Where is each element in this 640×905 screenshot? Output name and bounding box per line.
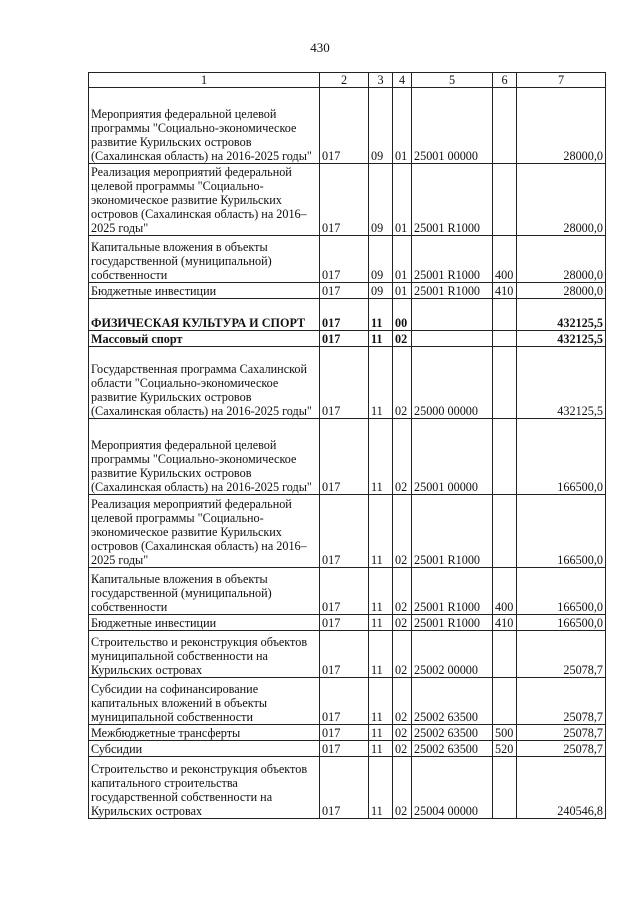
ministry-code-cell: 017 (320, 568, 369, 615)
amount-cell: 166500,0 (517, 615, 606, 631)
amount-cell: 28000,0 (517, 88, 606, 164)
section-code-cell: 11 (369, 631, 393, 678)
expense-type-cell (493, 164, 517, 236)
amount-cell: 166500,0 (517, 495, 606, 568)
row-name-cell: Бюджетные инвестиции (89, 283, 320, 299)
amount-cell: 432125,5 (517, 347, 606, 419)
amount-cell: 432125,5 (517, 331, 606, 347)
expense-type-cell (493, 678, 517, 725)
row-name-cell: Мероприятия федеральной целевой программы "Социально-экономическое развитие Курильских островов (Сахалинская область) на 2016-2025 годы" (89, 88, 320, 164)
section-code-cell: 09 (369, 164, 393, 236)
target-article-cell: 25001 R1000 (412, 164, 493, 236)
table-row (89, 741, 606, 757)
budget-table (88, 72, 606, 819)
ministry-code-cell: 017 (320, 419, 369, 495)
row-name-cell: Субсидии на софинансирование капитальных вложений в объекты муниципальной собственности (89, 678, 320, 725)
expense-type-cell: 520 (493, 741, 517, 757)
header-cell: 1 (89, 73, 320, 88)
target-article-cell: 25000 00000 (412, 347, 493, 419)
target-article-cell: 25001 R1000 (412, 568, 493, 615)
expense-type-cell (493, 757, 517, 819)
subsection-code-cell: 02 (393, 678, 412, 725)
section-code-cell: 11 (369, 347, 393, 419)
subsection-code-cell: 02 (393, 347, 412, 419)
ministry-code-cell: 017 (320, 495, 369, 568)
header-row (89, 73, 606, 88)
target-article-cell: 25001 R1000 (412, 495, 493, 568)
expense-type-cell (493, 495, 517, 568)
subsection-code-cell: 02 (393, 495, 412, 568)
ministry-code-cell: 017 (320, 283, 369, 299)
row-name-cell: Межбюджетные трансферты (89, 725, 320, 741)
target-article-cell: 25002 63500 (412, 725, 493, 741)
amount-cell: 25078,7 (517, 631, 606, 678)
amount-cell: 25078,7 (517, 725, 606, 741)
amount-cell: 166500,0 (517, 568, 606, 615)
table-row (89, 164, 606, 236)
ministry-code-cell: 017 (320, 615, 369, 631)
target-article-cell: 25001 R1000 (412, 615, 493, 631)
table-row (89, 631, 606, 678)
table-body (89, 88, 606, 819)
section-code-cell: 11 (369, 741, 393, 757)
subsection-code-cell: 02 (393, 568, 412, 615)
expense-type-cell (493, 331, 517, 347)
target-article-cell: 25002 63500 (412, 678, 493, 725)
expense-type-cell: 410 (493, 283, 517, 299)
row-name-cell: Строительство и реконструкция объектов муниципальной собственности на Курильских островах (89, 631, 320, 678)
target-article-cell: 25002 63500 (412, 741, 493, 757)
ministry-code-cell: 017 (320, 741, 369, 757)
expense-type-cell (493, 347, 517, 419)
amount-cell: 28000,0 (517, 164, 606, 236)
header-cell: 2 (320, 73, 369, 88)
ministry-code-cell: 017 (320, 88, 369, 164)
ministry-code-cell: 017 (320, 331, 369, 347)
table-row (89, 725, 606, 741)
subsection-code-cell: 01 (393, 283, 412, 299)
row-name-cell: Капитальные вложения в объекты государственной (муниципальной) собственности (89, 568, 320, 615)
header-cell: 3 (369, 73, 393, 88)
ministry-code-cell: 017 (320, 299, 369, 331)
table-row (89, 299, 606, 331)
subsection-code-cell: 02 (393, 725, 412, 741)
header-cell: 4 (393, 73, 412, 88)
amount-cell: 240546,8 (517, 757, 606, 819)
table-row (89, 331, 606, 347)
target-article-cell: 25001 R1000 (412, 236, 493, 283)
target-article-cell: 25001 00000 (412, 88, 493, 164)
ministry-code-cell: 017 (320, 164, 369, 236)
expense-type-cell (493, 631, 517, 678)
subsection-code-cell: 02 (393, 331, 412, 347)
expense-type-cell (493, 299, 517, 331)
ministry-code-cell: 017 (320, 725, 369, 741)
section-code-cell: 11 (369, 615, 393, 631)
table-row (89, 757, 606, 819)
section-code-cell: 11 (369, 299, 393, 331)
subsection-code-cell: 01 (393, 236, 412, 283)
header-cell: 6 (493, 73, 517, 88)
subsection-code-cell: 01 (393, 164, 412, 236)
ministry-code-cell: 017 (320, 631, 369, 678)
subsection-code-cell: 02 (393, 757, 412, 819)
section-code-cell: 11 (369, 678, 393, 725)
amount-cell: 166500,0 (517, 419, 606, 495)
row-name-cell: Мероприятия федеральной целевой программы "Социально-экономическое развитие Курильских островов (Сахалинская область) на 2016-2025 годы" (89, 419, 320, 495)
subsection-code-cell: 01 (393, 88, 412, 164)
ministry-code-cell: 017 (320, 347, 369, 419)
expense-type-cell: 410 (493, 615, 517, 631)
section-code-cell: 09 (369, 88, 393, 164)
row-name-cell: ФИЗИЧЕСКАЯ КУЛЬТУРА И СПОРТ (89, 299, 320, 331)
amount-cell: 28000,0 (517, 236, 606, 283)
ministry-code-cell: 017 (320, 757, 369, 819)
header-cell: 7 (517, 73, 606, 88)
target-article-cell (412, 299, 493, 331)
row-name-cell: Субсидии (89, 741, 320, 757)
section-code-cell: 11 (369, 495, 393, 568)
table-row (89, 495, 606, 568)
table-row (89, 615, 606, 631)
amount-cell: 25078,7 (517, 741, 606, 757)
page-number: 430 (310, 40, 330, 55)
row-name-cell: Реализация мероприятий федеральной целевой программы "Социально-экономическое развитие Курильских островов (Сахалинская область) на 2016–2025 годы" (89, 495, 320, 568)
target-article-cell (412, 331, 493, 347)
section-code-cell: 11 (369, 725, 393, 741)
ministry-code-cell: 017 (320, 236, 369, 283)
target-article-cell: 25001 00000 (412, 419, 493, 495)
ministry-code-cell: 017 (320, 678, 369, 725)
table-row (89, 568, 606, 615)
table-row (89, 283, 606, 299)
subsection-code-cell: 02 (393, 741, 412, 757)
expense-type-cell (493, 419, 517, 495)
section-code-cell: 09 (369, 236, 393, 283)
row-name-cell: Строительство и реконструкция объектов капитального строительства государственной собственности на Курильских островах (89, 757, 320, 819)
row-name-cell: Государственная программа Сахалинской области "Социально-экономическое развитие Курильских островов (Сахалинская область) на 2016-2025 годы" (89, 347, 320, 419)
subsection-code-cell: 02 (393, 419, 412, 495)
amount-cell: 432125,5 (517, 299, 606, 331)
section-code-cell: 11 (369, 568, 393, 615)
table-row (89, 419, 606, 495)
header-cell: 5 (412, 73, 493, 88)
amount-cell: 28000,0 (517, 283, 606, 299)
row-name-cell: Капитальные вложения в объекты государственной (муниципальной) собственности (89, 236, 320, 283)
expense-type-cell (493, 88, 517, 164)
section-code-cell: 11 (369, 757, 393, 819)
section-code-cell: 11 (369, 331, 393, 347)
table-row (89, 678, 606, 725)
subsection-code-cell: 00 (393, 299, 412, 331)
expense-type-cell: 400 (493, 568, 517, 615)
subsection-code-cell: 02 (393, 615, 412, 631)
subsection-code-cell: 02 (393, 631, 412, 678)
section-code-cell: 09 (369, 283, 393, 299)
row-name-cell: Реализация мероприятий федеральной целевой программы "Социально-экономическое развитие Курильских островов (Сахалинская область) на 2016–2025 годы" (89, 164, 320, 236)
table-row (89, 88, 606, 164)
expense-type-cell: 400 (493, 236, 517, 283)
row-name-cell: Бюджетные инвестиции (89, 615, 320, 631)
section-code-cell: 11 (369, 419, 393, 495)
row-name-cell: Массовый спорт (89, 331, 320, 347)
target-article-cell: 25002 00000 (412, 631, 493, 678)
amount-cell: 25078,7 (517, 678, 606, 725)
target-article-cell: 25004 00000 (412, 757, 493, 819)
expense-type-cell: 500 (493, 725, 517, 741)
target-article-cell: 25001 R1000 (412, 283, 493, 299)
table-row (89, 347, 606, 419)
table-row (89, 236, 606, 283)
